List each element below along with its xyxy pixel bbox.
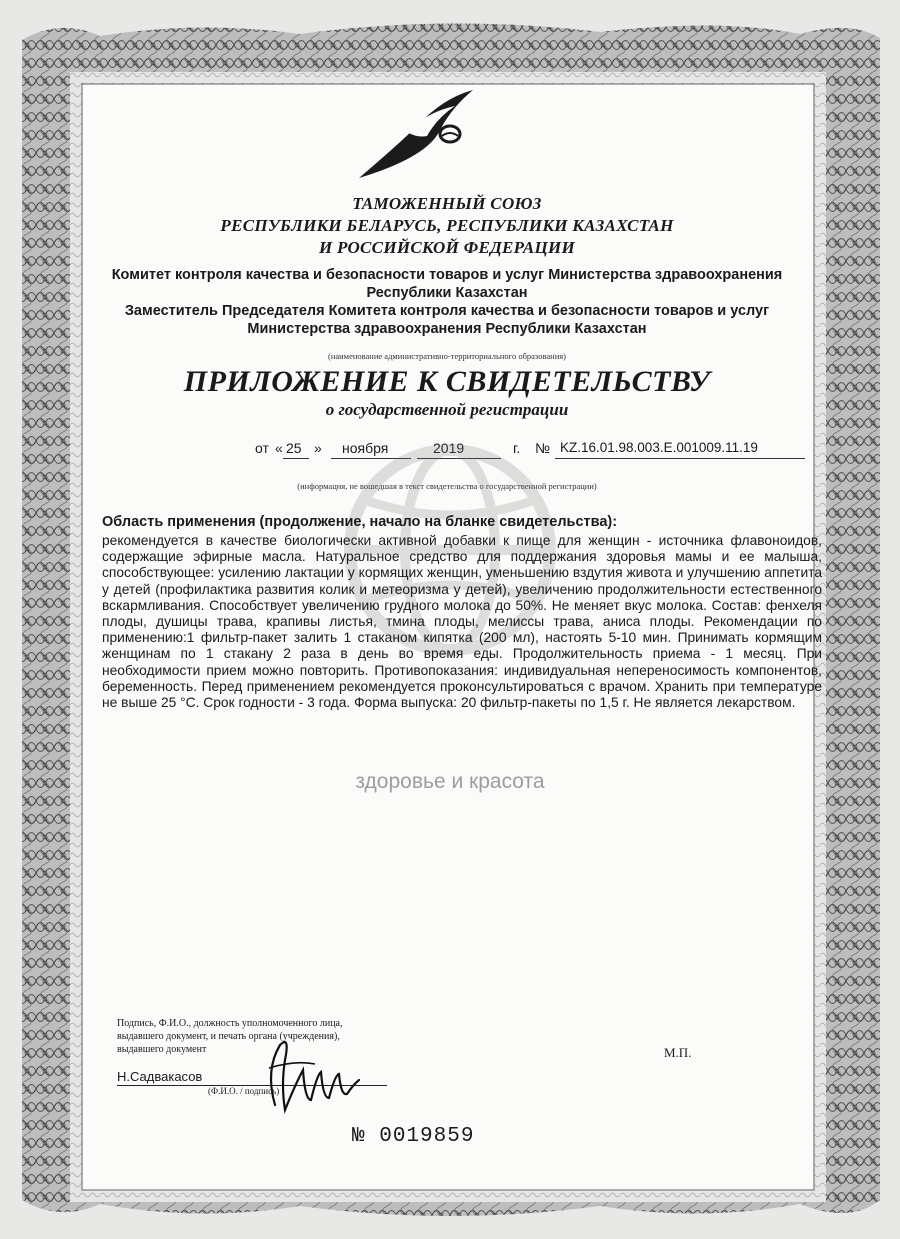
application-scope-text: рекомендуется в качестве биологически активной добавки к пище для женщин - источника флавоноидов, содержащие эфирные масла. Натуральное средство для поддержания здоровья мамы и ее малыша, способствующее: усилению лактации у кормящих женщин, уменьшению вздутия живота и улучшению аппетита у детей (профилактика развития колик и метеоризма у детей), увеличению продолжительности естественного вскармливания. Способствует увеличению грудного молока до 50%. Не меняет вкус молока. Состав: фенхеля плоды, душицы трава, крапивы листья, тмина плоды, мелиссы трава, аниса плоды. Рекомендации по применению:1 фильтр-пакет залить 1 стаканом кипятка (200 мл), настоять 5-10 мин. Принимать кормящим женщинам по 1 стакану 2 раза в день во время еды. Продолжительность приема - 1 месяц. При необходимости прием можно повторить. Противопоказания: индивидуальная непереносимость компонентов, беременность. Перед применением рекомендуется проконсультироваться с врачом. Хранить при температуре не выше 25 °С. Срок годности - 3 года. Форма выпуска: 20 фильтр-пакеты по 1,5 г. Не является лекарством. xyxy=(102,533,822,711)
signer-name: Н.Садвакасов xyxy=(117,1069,203,1084)
number-sign: № xyxy=(535,440,551,456)
union-line-3: И РОССИЙСКОЙ ФЕДЕРАЦИИ xyxy=(318,238,576,257)
close-quote: » xyxy=(314,440,322,456)
admin-unit-note: (наименование административно-территориального образования) xyxy=(327,351,566,361)
watermark-tagline: здоровье и красота xyxy=(355,770,545,793)
info-note: (информация, не вошедшая в текст свидетельства о государственной регистрации) xyxy=(297,481,597,491)
union-line-1: ТАМОЖЕННЫЙ СОЮЗ xyxy=(352,194,542,213)
committee-line-2: Республики Казахстан xyxy=(366,285,528,301)
stamp-place-label: М.П. xyxy=(664,1045,692,1060)
document-title: ПРИЛОЖЕНИЕ К СВИДЕТЕЛЬСТВУ xyxy=(183,365,711,398)
deputy-line-1: Заместитель Председателя Комитета контроля качества и безопасности товаров и услуг xyxy=(124,303,770,319)
year-suffix: г. xyxy=(513,440,521,456)
deputy-line-2: Министерства здравоохранения Республики Казахстан xyxy=(247,321,647,337)
issuing-authority xyxy=(88,266,806,338)
date-year: 2019 xyxy=(433,440,465,456)
union-heading xyxy=(88,193,806,259)
fio-note: (Ф.И.О. / подпись) xyxy=(208,1086,280,1096)
signature-label-2: выдавшего документ, и печать органа (учреждения), xyxy=(117,1031,340,1042)
serial-value: 0019859 xyxy=(379,1125,475,1148)
date-month: ноября xyxy=(342,440,389,456)
date-from-label: от xyxy=(255,440,269,456)
registration-number: KZ.16.01.98.003.E.001009.11.19 xyxy=(560,440,758,455)
handwritten-signature xyxy=(255,1030,365,1120)
document-subtitle: о государственной регистрации xyxy=(325,400,569,419)
signature-label-1: Подпись, Ф.И.О., должность уполномоченного лица, xyxy=(117,1018,343,1029)
open-quote: « xyxy=(275,440,283,456)
committee-line-1: Комитет контроля качества и безопасности товаров и услуг Министерства здравоохранения xyxy=(111,267,783,283)
application-scope-section xyxy=(102,514,822,711)
form-serial-number xyxy=(352,1125,474,1148)
serial-sign: № xyxy=(352,1125,366,1148)
signature-label-3: выдавшего документ xyxy=(117,1044,207,1055)
customs-union-emblem xyxy=(355,88,475,183)
date-day: 25 xyxy=(286,440,302,456)
application-scope-title: Область применения (продолжение, начало на бланке свидетельства): xyxy=(102,514,618,530)
union-line-2: РЕСПУБЛИКИ БЕЛАРУСЬ, РЕСПУБЛИКИ КАЗАХСТАН xyxy=(220,216,674,235)
